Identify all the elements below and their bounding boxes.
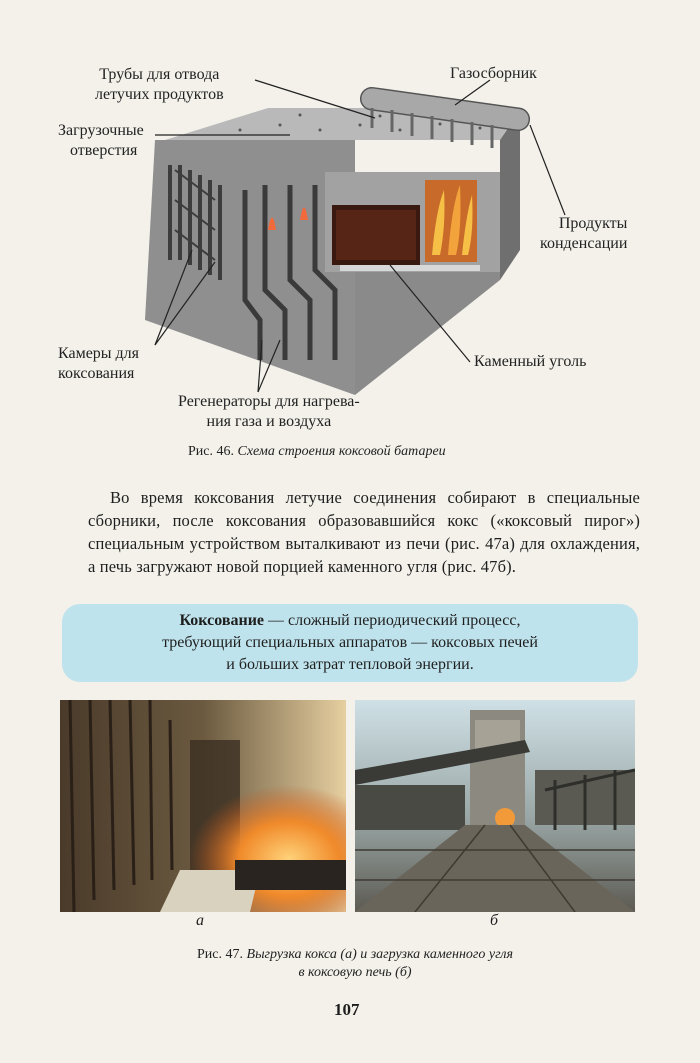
photo-b-letter: б (490, 912, 499, 929)
battery-left-front (145, 140, 355, 395)
figure47-caption-line1 (140, 946, 570, 964)
figure46-caption-prefix: Рис. 46. (188, 444, 234, 459)
callout-line2: требующий специальных аппаратов — коксовых печей (162, 634, 538, 651)
label-pipes (95, 65, 224, 105)
label-chambers-line1: Камеры для (58, 345, 140, 362)
label-regen-line1: Регенераторы для нагрева- (178, 393, 360, 410)
label-loading-line1: Загрузочные (58, 122, 144, 139)
label-loading-line2: отверстия (70, 142, 138, 159)
callout-line1 (62, 610, 638, 632)
figure46-caption (188, 444, 446, 460)
label-products-line1: Продукты (558, 215, 628, 232)
figure47-caption-prefix: Рис. 47. (197, 947, 244, 962)
callout-term: Коксование (179, 612, 265, 629)
body-paragraph: Во время коксования летучие соединения собирают в специальные сборники, после коксования образовавшийся кокс («коксовый пирог») специальным устройством выталкивают из печи (рис. 47а) для охлаждения, а печь загружают новой порцией каменного угля (рис. 47б). (88, 488, 640, 576)
figure47-caption-line2 (140, 964, 570, 982)
label-regen-line2: ния газа и воздуха (206, 413, 332, 430)
label-regenerators (178, 392, 360, 432)
label-loading-holes (58, 121, 144, 161)
label-coking-chambers (58, 344, 139, 384)
page-number: 107 (334, 1000, 360, 1019)
label-chambers-line2: коксования (58, 365, 135, 382)
photo-a-letter: а (196, 912, 204, 929)
label-coal: Каменный уголь (474, 353, 587, 370)
figure46-caption-text: Схема строения коксовой батареи (237, 444, 446, 459)
label-gas-collector: Газосборник (450, 65, 537, 82)
battery-side-face (500, 110, 520, 280)
label-pipes-line1: Трубы для отвода (99, 66, 220, 83)
label-condensation-products (540, 214, 627, 254)
callout-line1-rest: — сложный периодический процесс, (264, 612, 521, 629)
photo-coal-loading (355, 700, 635, 912)
photo-coke-unloading (60, 700, 346, 912)
figure47-caption-text2: в коксовую печь (б) (298, 965, 412, 980)
definition-callout (62, 604, 638, 682)
figure47-caption-text1: Выгрузка кокса (а) и загрузка каменного угля (246, 947, 513, 962)
label-pipes-line2: летучих продуктов (95, 86, 224, 103)
battery-right-front (355, 265, 500, 395)
label-products-line2: конденсации (540, 235, 628, 252)
callout-line3: и больших затрат тепловой энергии. (226, 656, 474, 673)
figure47-caption (140, 946, 570, 982)
